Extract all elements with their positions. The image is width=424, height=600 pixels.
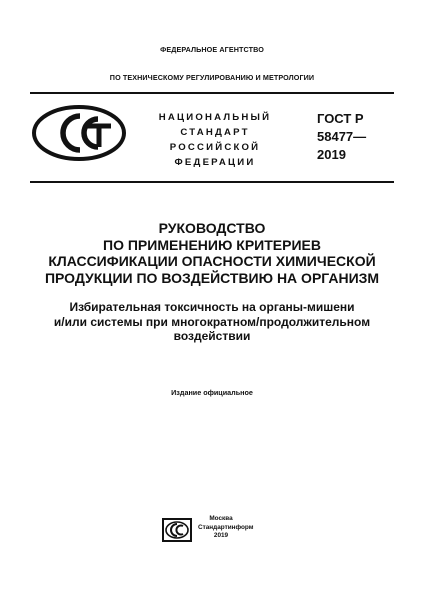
- document-title: [0, 220, 424, 286]
- agency-name-line-2: ПО ТЕХНИЧЕСКОМУ РЕГУЛИРОВАНИЮ И МЕТРОЛОГИИ: [109, 73, 315, 82]
- subtitle-line-3: воздействии: [173, 329, 251, 343]
- standartinform-logo-icon: [162, 518, 192, 542]
- standard-code-line-2: 58477—: [317, 129, 367, 144]
- title-line-1: РУКОВОДСТВО: [158, 220, 266, 236]
- publisher-name: Стандартинформ: [198, 523, 254, 531]
- gost-logo-icon: [30, 103, 128, 163]
- standard-line-4: ФЕДЕРАЦИИ: [174, 157, 256, 168]
- publisher-block: [198, 515, 254, 541]
- publisher-year: 2019: [213, 532, 229, 540]
- agency-name-line-1: ФЕДЕРАЛЬНОЕ АГЕНТСТВО: [160, 45, 264, 54]
- standard-code-line-1: ГОСТ Р: [317, 111, 364, 126]
- subtitle-line-2: и/или системы при многократном/продолжительном: [53, 314, 371, 329]
- standard-code-line-3: 2019: [317, 147, 346, 162]
- subtitle-line-1: Избирательная токсичность на органы-мишени: [69, 300, 355, 314]
- standard-designation: [140, 110, 290, 170]
- standard-line-2: СТАНДАРТ: [180, 127, 250, 138]
- document-subtitle: [0, 300, 424, 344]
- title-line-2: ПО ПРИМЕНЕНИЮ КРИТЕРИЕВ: [103, 236, 321, 253]
- standard-code: [317, 110, 366, 164]
- title-divider: [30, 181, 394, 183]
- title-line-3: КЛАССИФИКАЦИИ ОПАСНОСТИ ХИМИЧЕСКОЙ: [48, 253, 376, 269]
- publisher-city: Москва: [209, 515, 233, 522]
- standard-line-1: НАЦИОНАЛЬНЫЙ: [158, 112, 272, 123]
- header-divider: [30, 92, 394, 94]
- edition-label: Издание официальное: [171, 388, 253, 397]
- title-line-4: ПРОДУКЦИИ ПО ВОЗДЕЙСТВИЮ НА ОРГАНИЗМ: [44, 269, 380, 286]
- standard-line-3: РОССИЙСКОЙ: [169, 142, 261, 153]
